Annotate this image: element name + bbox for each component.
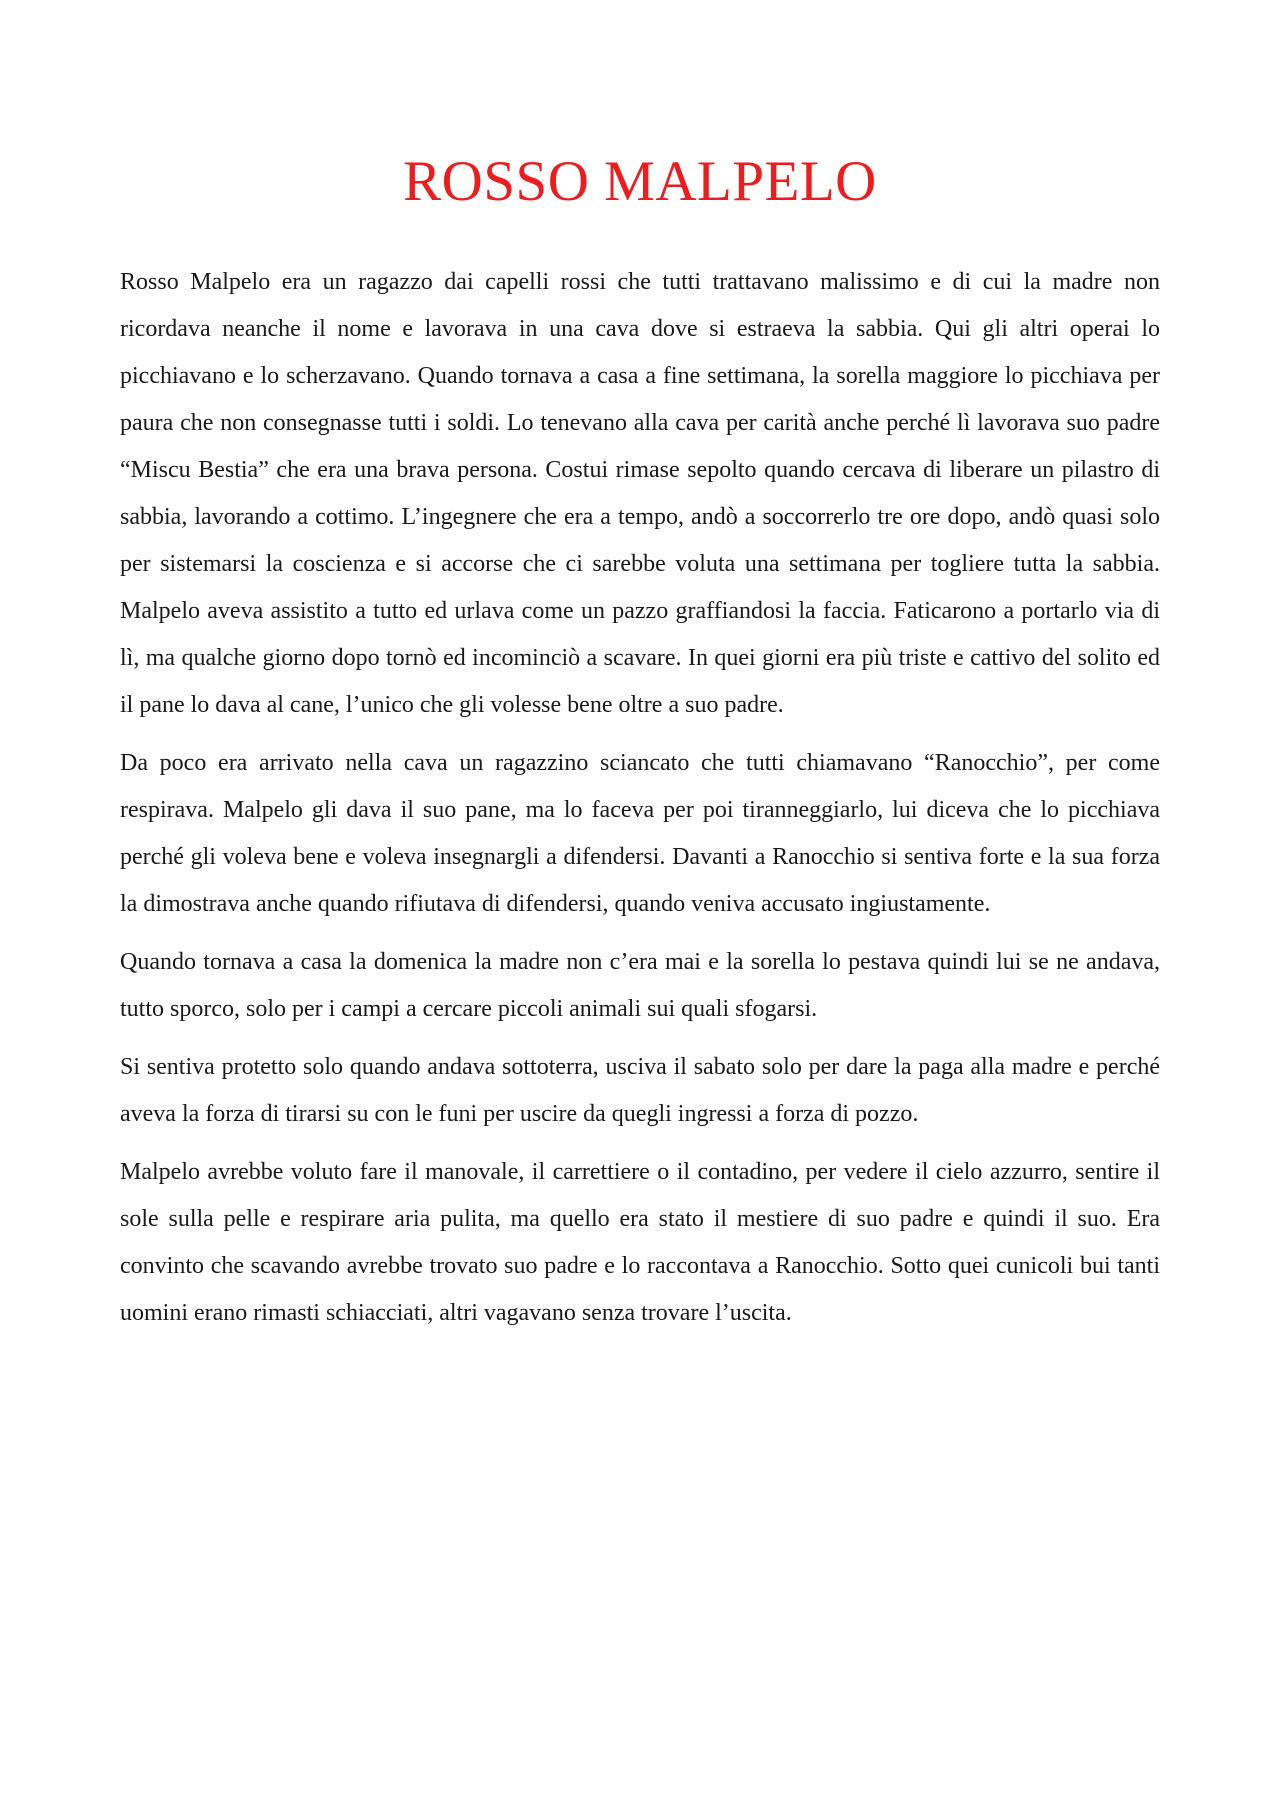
paragraph-1: Rosso Malpelo era un ragazzo dai capelli rossi che tutti trattavano malissimo e di cui la madre non ricordava neanche il nome e lavorava in una cava dove si estraeva la sabbia. Qui gli altri operai lo picchiavano e lo scherzavano. Quando tornava a casa a fine settimana, la sorella maggiore lo picchiava per paura che non consegnasse tutti i soldi. Lo tenevano alla cava per carità anche perché lì lavorava suo padre “Miscu Bestia” che era una brava persona. Costui rimase sepolto quando cercava di liberare un pilastro di sabbia, lavorando a cottimo. L’ingegnere che era a tempo, andò a soccorrerlo tre ore dopo, andò quasi solo per sistemarsi la coscienza e si accorse che ci sarebbe voluta una settimana per togliere tutta la sabbia. Malpelo aveva assistito a tutto ed urlava come un pazzo graffiandosi la faccia. Faticarono a portarlo via di lì, ma qualche giorno dopo tornò ed incominciò a scavare. In quei giorni era più triste e cattivo del solito ed il pane lo dava al cane, l’unico che gli volesse bene oltre a suo padre. — [120, 269, 1160, 718]
paragraph-3: Quando tornava a casa la domenica la madre non c’era mai e la sorella lo pestava quindi lui se ne andava, tutto sporco, solo per i campi a cercare piccoli animali sui quali sfogarsi. — [120, 949, 1160, 1022]
paragraph-4: Si sentiva protetto solo quando andava sottoterra, usciva il sabato solo per dare la paga alla madre e perché aveva la forza di tirarsi su con le funi per uscire da quegli ingressi a forza di pozzo. — [120, 1054, 1160, 1127]
document-title: ROSSO MALPELO — [403, 150, 877, 213]
paragraph-5: Malpelo avrebbe voluto fare il manovale, il carrettiere o il contadino, per vedere il cielo azzurro, sentire il sole sulla pelle e respirare aria pulita, ma quello era stato il mestiere di suo padre e quindi il suo. Era convinto che scavando avrebbe trovato suo padre e lo raccontava a Ranocchio. Sotto quei cunicoli bui tanti uomini erano rimasti schiacciati, altri vagavano senza trovare l’uscita. — [120, 1159, 1160, 1326]
document-body — [120, 259, 1160, 1348]
paragraph-2: Da poco era arrivato nella cava un ragazzino sciancato che tutti chiamavano “Ranocchio”, per come respirava. Malpelo gli dava il suo pane, ma lo faceva per poi tiranneggiarlo, lui diceva che lo picchiava perché gli voleva bene e voleva insegnargli a difendersi. Davanti a Ranocchio si sentiva forte e la sua forza la dimostrava anche quando rifiutava di difendersi, quando veniva accusato ingiustamente. — [120, 750, 1160, 917]
